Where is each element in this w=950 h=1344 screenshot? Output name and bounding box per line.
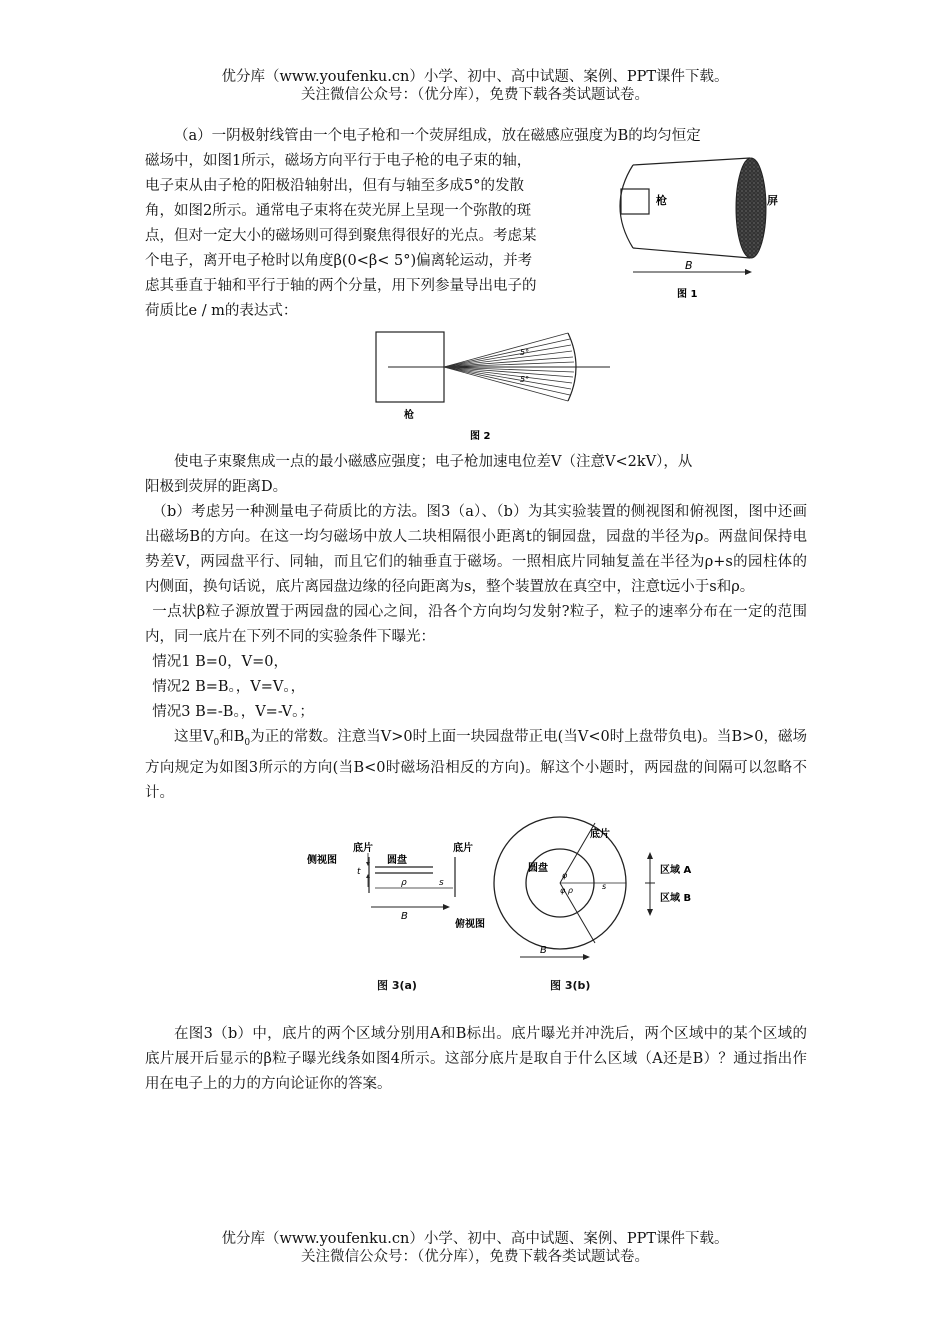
header-line-1: 优分库（www.youfenku.cn）小学、初中、高中试题、案例、PPT课件下载。	[221, 69, 729, 85]
part-a-wrap-line: 虑其垂直于轴和平行于轴的两个分量，用下列参量导出电子的	[145, 278, 537, 294]
screen-label: 屏	[767, 194, 778, 207]
top-film-label: 底片	[590, 829, 610, 840]
tube-top-edge	[633, 158, 750, 165]
part-a-wrap-line: 荷质比e / m的表达式：	[145, 303, 298, 319]
part-b-paragraph-1: （b）考虑另一种测量电子荷质比的方法。图3（a）、（b）为其实验装置的侧视图和俯视图，图中还画出磁场B的方向。在这一均匀磁场中放人二块相隔很小距离t的铜园盘，园盘的半径为ρ。两盘间保持电势差V，两园盘平行、同轴，而且它们的轴垂直于磁场。一照相底片同轴复盖在半径为ρ+s的园柱体的内侧面，换句话说，底片离园盘边缘的径向距离为s，整个装置放在真空中，注意t远小于s和ρ。	[145, 504, 807, 595]
part-a-wrap-line: 点，但对一定大小的磁场则可得到聚焦得很好的光点。考虑某	[145, 228, 537, 244]
electron-gun-box	[621, 189, 649, 214]
part-a-intro	[145, 124, 807, 149]
field-b-label: B	[685, 259, 693, 272]
field-arrow-head	[745, 269, 752, 275]
fluorescent-screen	[736, 158, 766, 258]
figure-3a-caption: 图 3(a)	[377, 979, 417, 992]
figure-1-tube	[605, 150, 805, 305]
figure-3a-side-view	[305, 835, 485, 935]
part-a-wrap-line: 磁场中，如图1所示，磁场方向平行于电子枪的电子束的轴，	[145, 153, 532, 169]
region-b-label: 区域 B	[660, 893, 692, 904]
p3-subscript-2: 0	[244, 737, 251, 748]
case-3: 情况3 B=-B。，V=-V。；	[152, 704, 314, 720]
top-view-label: 俯视图	[455, 919, 485, 930]
t-label: t	[357, 867, 361, 877]
p3-text-c: 为正的常数。注意当V>0时上面一块园盘带正电(当V<0时上盘带负电)。当B>0，磁场方向规定为如图3所示的方向(当B<0时磁场沿相反的方向)。解这个小题时，两园盘的间隔可以忽略不计。	[145, 729, 807, 801]
part-b-paragraph-3	[145, 725, 807, 806]
fig2-gun-label: 枪	[404, 410, 414, 421]
figure-3b-caption: 图 3(b)	[550, 979, 591, 992]
film-right-label: 底片	[453, 843, 473, 854]
page-header	[0, 68, 950, 104]
side-b-label: B	[401, 911, 408, 922]
phi-rho-label: φ ρ	[560, 886, 573, 895]
figure-2-beam	[370, 325, 615, 445]
tube-bottom-edge	[633, 248, 750, 258]
angle-label-upper: 5°	[520, 348, 530, 357]
footer-line-2: 关注微信公众号：（优分库），免费下载各类试题试卷。	[301, 1249, 649, 1265]
part-a-after-fig2-line1: 使电子束聚焦成一点的最小磁感应强度；电子枪加速电位差V（注意V<2kV），从	[174, 454, 693, 470]
final-question: 在图3（b）中，底片的两个区域分别用A和B标出。底片曝光并冲洗后，两个区域中的某个区域的底片展开后显示的β粒子曝光线条如图4所示。这部分底片是取自于什么区域（A还是B）？通过指出作用在电子上的力的方向论证你的答案。	[145, 1026, 807, 1092]
part-a-conclusion	[145, 450, 807, 500]
question-paragraph	[145, 1022, 807, 1097]
part-a-line-1: （a）一阴极射线管由一个电子枪和一个荧屏组成，放在磁感应强度为B的均匀恒定	[174, 128, 701, 144]
part-a-wrap-line: 个电子，离开电子枪时以角度β(0<β< 5°)偏离轮运动，并考	[145, 253, 533, 269]
region-a-label: 区域 A	[660, 865, 692, 876]
figure-2-caption: 图 2	[470, 431, 491, 442]
angle-label-lower: 5°	[520, 375, 530, 384]
p3-text-a: 这里V	[174, 729, 214, 745]
film-left-label: 底片	[353, 843, 373, 854]
top-b-label: B	[540, 945, 547, 956]
p3-subscript-1: 0	[213, 737, 220, 748]
top-disk-label: 圆盘	[528, 863, 548, 874]
rho-label: ρ	[401, 878, 407, 888]
part-b-paragraph-2: 一点状β粒子源放置于两园盘的园心之间，沿各个方向均匀发射?粒子，粒子的速率分布在一定的范围内，同一底片在下列不同的实验条件下曝光：	[145, 604, 807, 645]
part-a-after-fig2-line2: 阳极到荧屏的距离D。	[145, 479, 288, 495]
part-a-wrapped-text	[145, 149, 603, 324]
footer-line-1: 优分库（www.youfenku.cn）小学、初中、高中试题、案例、PPT课件下载。	[221, 1231, 729, 1247]
top-s-label: s	[602, 882, 607, 891]
tube-back-curve	[620, 165, 633, 248]
part-a-wrap-line: 电子束从由子枪的阳极沿轴射出，但有与轴至多成5°的发散	[145, 178, 524, 194]
case-2: 情况2 B=B。，V=V。，	[152, 679, 306, 695]
figure-1-caption: 图 1	[677, 289, 698, 300]
page-footer	[0, 1230, 950, 1266]
p3-text-b: 和B	[219, 729, 245, 745]
gun-label: 枪	[656, 194, 667, 207]
part-a-wrap-line: 角，如图2所示。通常电子束将在荧光屏上呈现一个弥散的斑	[145, 203, 532, 219]
header-line-2: 关注微信公众号：（优分库），免费下载各类试题试卷。	[301, 87, 649, 103]
case-1: 情况1 B=0，V=0，	[152, 654, 288, 670]
side-view-label: 侧视图	[307, 855, 337, 866]
s-label: s	[439, 878, 444, 888]
part-b-text	[145, 500, 807, 806]
figure-3b-top-view	[480, 815, 695, 965]
phi-label: φ	[562, 871, 568, 880]
disk-label: 圆盘	[387, 855, 407, 866]
